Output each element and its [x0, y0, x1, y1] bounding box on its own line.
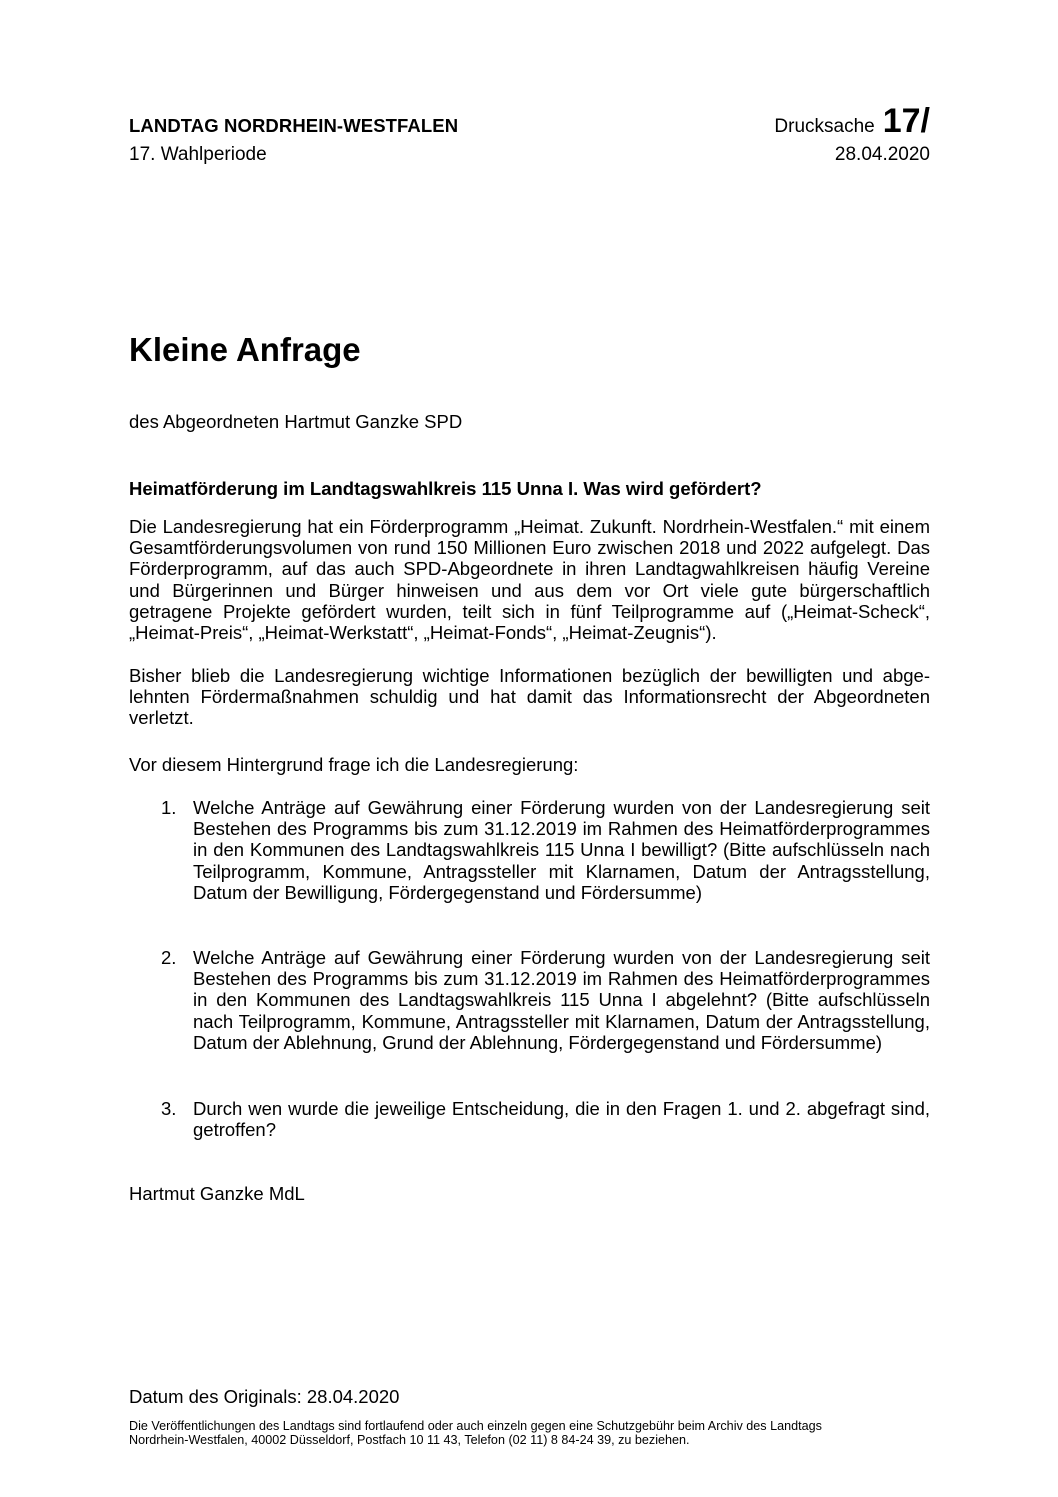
footer-notice-line: Die Veröffentlichungen des Landtags sind fortlaufend oder auch einzeln gegen eine Schutzgebühr beim Archiv des Landtags: [129, 1419, 822, 1433]
drucksache-label: Drucksache: [774, 116, 875, 137]
question-number: 1.: [161, 797, 177, 818]
document-subject: Heimatförderung im Landtagswahlkreis 115 Unna I. Was wird gefördert?: [129, 478, 762, 499]
document-title: Kleine Anfrage: [129, 331, 361, 368]
header-top-row: [129, 102, 930, 141]
organization-name: LANDTAG NORDRHEIN-WESTFALEN: [129, 115, 459, 136]
header-bottom-row: [129, 144, 930, 166]
drucksache: [774, 102, 930, 141]
question-text: Welche Anträge auf Gewährung einer Förderung wurden von der Landesregierung seit Bestehen des Programms bis zum 31.12.2019 im Rahmen des Heimatförderprogrammes in den Kommunen des Landtagswahlkreis 115 Unna I abgelehnt? (Bitte aufschlüsseln nach Teilprogramm, Kommune, Antragssteller mit Klarnamen, Datum der Antragsstellung, Datum der Ablehnung, Grund der Ablehnung, Fördergegenstand und Fördersumme): [193, 947, 930, 1053]
document-author: des Abgeordneten Hartmut Ganzke SPD: [129, 411, 463, 432]
footer-notice-line: Nordrhein-Westfalen, 40002 Düsseldorf, Postfach 10 11 43, Telefon (02 11) 8 84-24 39, zu beziehen.: [129, 1432, 690, 1447]
original-date: Datum des Originals: 28.04.2020: [129, 1386, 400, 1407]
document-page: [129, 0, 930, 1497]
paragraph: Vor diesem Hintergrund frage ich die Landesregierung:: [129, 754, 579, 775]
paragraph: Bisher blieb die Landesregierung wichtige Informationen bezüglich der bewilligten und abgelehnten Fördermaßnahmen schuldig und hat damit das Informationsrecht der Abgeordneten verletzt.: [129, 665, 930, 729]
question-number: 2.: [161, 947, 177, 968]
document-date: 28.04.2020: [834, 144, 930, 165]
footer-notice: [129, 1420, 930, 1447]
drucksache-number: 17/: [882, 102, 930, 140]
paragraph: Die Landesregierung hat ein Förderprogramm „Heimat. Zukunft. Nordrhein-Westfalen.“ mit einem Gesamtförderungsvolumen von rund 150 Millionen Euro zwischen 2018 und 2022 aufgelegt. Das Förderprogramm, auf das auch SPD-Abgeordnete in ihren Landtagwahlkreisen häufig Vereine und Bürgerinnen und Bürger hinweisen und aus dem vor Ort viele gute bürgerschaftlich getragene Projekte gefördert wurden, teilt sich in fünf Teilprogramme auf („Heimat-Scheck“, „Heimat-Preis“, „Heimat-Werkstatt“, „Heimat-Fonds“, „Heimat-Zeugnis“).: [129, 516, 930, 644]
question-text: Durch wen wurde die jeweilige Entscheidung, die in den Fragen 1. und 2. abgefragt sind, getroffen?: [193, 1098, 930, 1141]
question-text: Welche Anträge auf Gewährung einer Förderung wurden von der Landesregierung seit Bestehen des Programms bis zum 31.12.2019 im Rahmen des Heimatförderprogrammes in den Kommunen des Landtagswahlkreis 115 Unna I bewilligt? (Bitte aufschlüsseln nach Teilprogramm, Kommune, Antragssteller mit Klarnamen, Datum der Antragsstellung, Datum der Bewilligung, Fördergegenstand und Fördersumme): [193, 797, 930, 903]
signature: Hartmut Ganzke MdL: [129, 1183, 305, 1204]
legislative-period: 17. Wahlperiode: [129, 144, 267, 165]
question-number: 3.: [161, 1098, 177, 1119]
